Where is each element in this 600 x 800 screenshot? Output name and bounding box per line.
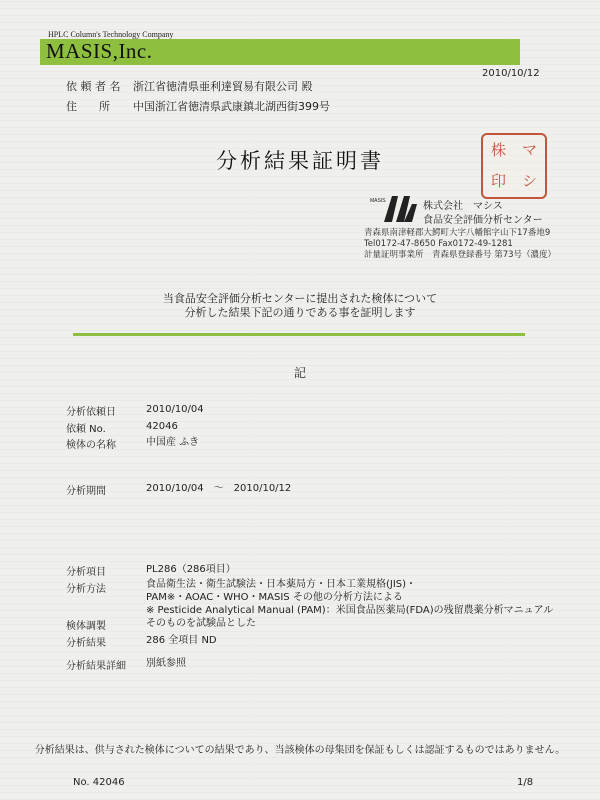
detail-value: 別紙参照: [146, 658, 186, 669]
result-label: 分析結果: [66, 638, 106, 649]
period-label: 分析期間: [66, 486, 106, 497]
page-number: 1/8: [517, 777, 534, 788]
requester-label: 依 頼 者 名: [66, 80, 121, 93]
request-no-value: 42046: [146, 421, 178, 432]
issuer-name: 株式会社 マシス: [423, 201, 503, 212]
logo-text: MASIS: [370, 198, 386, 204]
result-value: 286 全項目 ND: [146, 635, 217, 646]
issuer-address-line: 青森県南津軽郡大鰐町大字八幡館字山下17番地9: [364, 228, 551, 238]
detail-label: 分析結果詳細: [66, 661, 126, 672]
method-line: ※ Pesticide Analytical Manual (PAM)：米国食品医薬局(FDA)の残留農薬分析マニュアル: [146, 605, 554, 616]
issuer-address-line: 計量証明事業所 青森県登録番号 第73号（濃度）: [364, 250, 557, 260]
requester-value: 浙江省徳清県亜利達貿易有限公司 殿: [133, 80, 313, 93]
certification-line: 分析した結果下記の通りである事を証明します: [184, 306, 416, 319]
seal-char: 印: [490, 172, 506, 190]
prep-value: そのものを試験品とした: [146, 618, 256, 629]
request-date-value: 2010/10/04: [146, 404, 204, 415]
method-value: [146, 578, 553, 617]
company-tagline: HPLC Column's Technology Company: [48, 30, 174, 39]
document-number: No. 42046: [73, 777, 125, 788]
page-title: 分析結果証明書: [216, 149, 384, 173]
issuer-address: [364, 228, 556, 261]
divider: [73, 333, 525, 336]
ki-heading: 記: [293, 366, 306, 380]
seal-char: マ: [521, 141, 537, 159]
sample-value: 中国産 ふき: [146, 437, 200, 448]
request-date-label: 分析依頼日: [66, 407, 116, 418]
company-seal: [481, 133, 547, 199]
company-name: MASIS,Inc.: [46, 39, 153, 63]
method-line: 食品衛生法・衛生試験法・日本薬局方・日本工業規格(JIS)・: [146, 579, 417, 590]
address-label: 住 所: [66, 100, 110, 113]
address-value: 中国浙江省徳清県武康鎮北湖西街399号: [133, 100, 330, 113]
request-no-label: 依頼 No.: [66, 424, 106, 435]
period-value: 2010/10/04 ～ 2010/10/12: [146, 483, 292, 494]
method-line: PAM※・AOAC・WHO・MASIS その他の分析方法による: [146, 592, 403, 603]
issue-date: 2010/10/12: [482, 68, 540, 79]
issuer-center: 食品安全評価分析センター: [423, 215, 543, 226]
seal-char: 株: [490, 141, 506, 159]
masis-logo-icon: [370, 190, 422, 228]
prep-label: 検体調製: [66, 621, 106, 632]
method-label: 分析方法: [66, 584, 106, 595]
issuer-address-line: Tel0172-47-8650 Fax0172-49-1281: [364, 239, 513, 249]
certification-statement: [0, 292, 600, 320]
seal-char: シ: [521, 172, 537, 190]
items-label: 分析項目: [66, 567, 106, 578]
items-value: PL286（286項目）: [146, 564, 236, 575]
disclaimer-footnote: 分析結果は、供与された検体についての結果であり、当該検体の母集団を保証もしくは認証するものではありません。: [34, 745, 566, 756]
sample-label: 検体の名称: [66, 440, 116, 451]
certification-line: 当食品安全評価分析センターに提出された検体について: [162, 292, 438, 305]
